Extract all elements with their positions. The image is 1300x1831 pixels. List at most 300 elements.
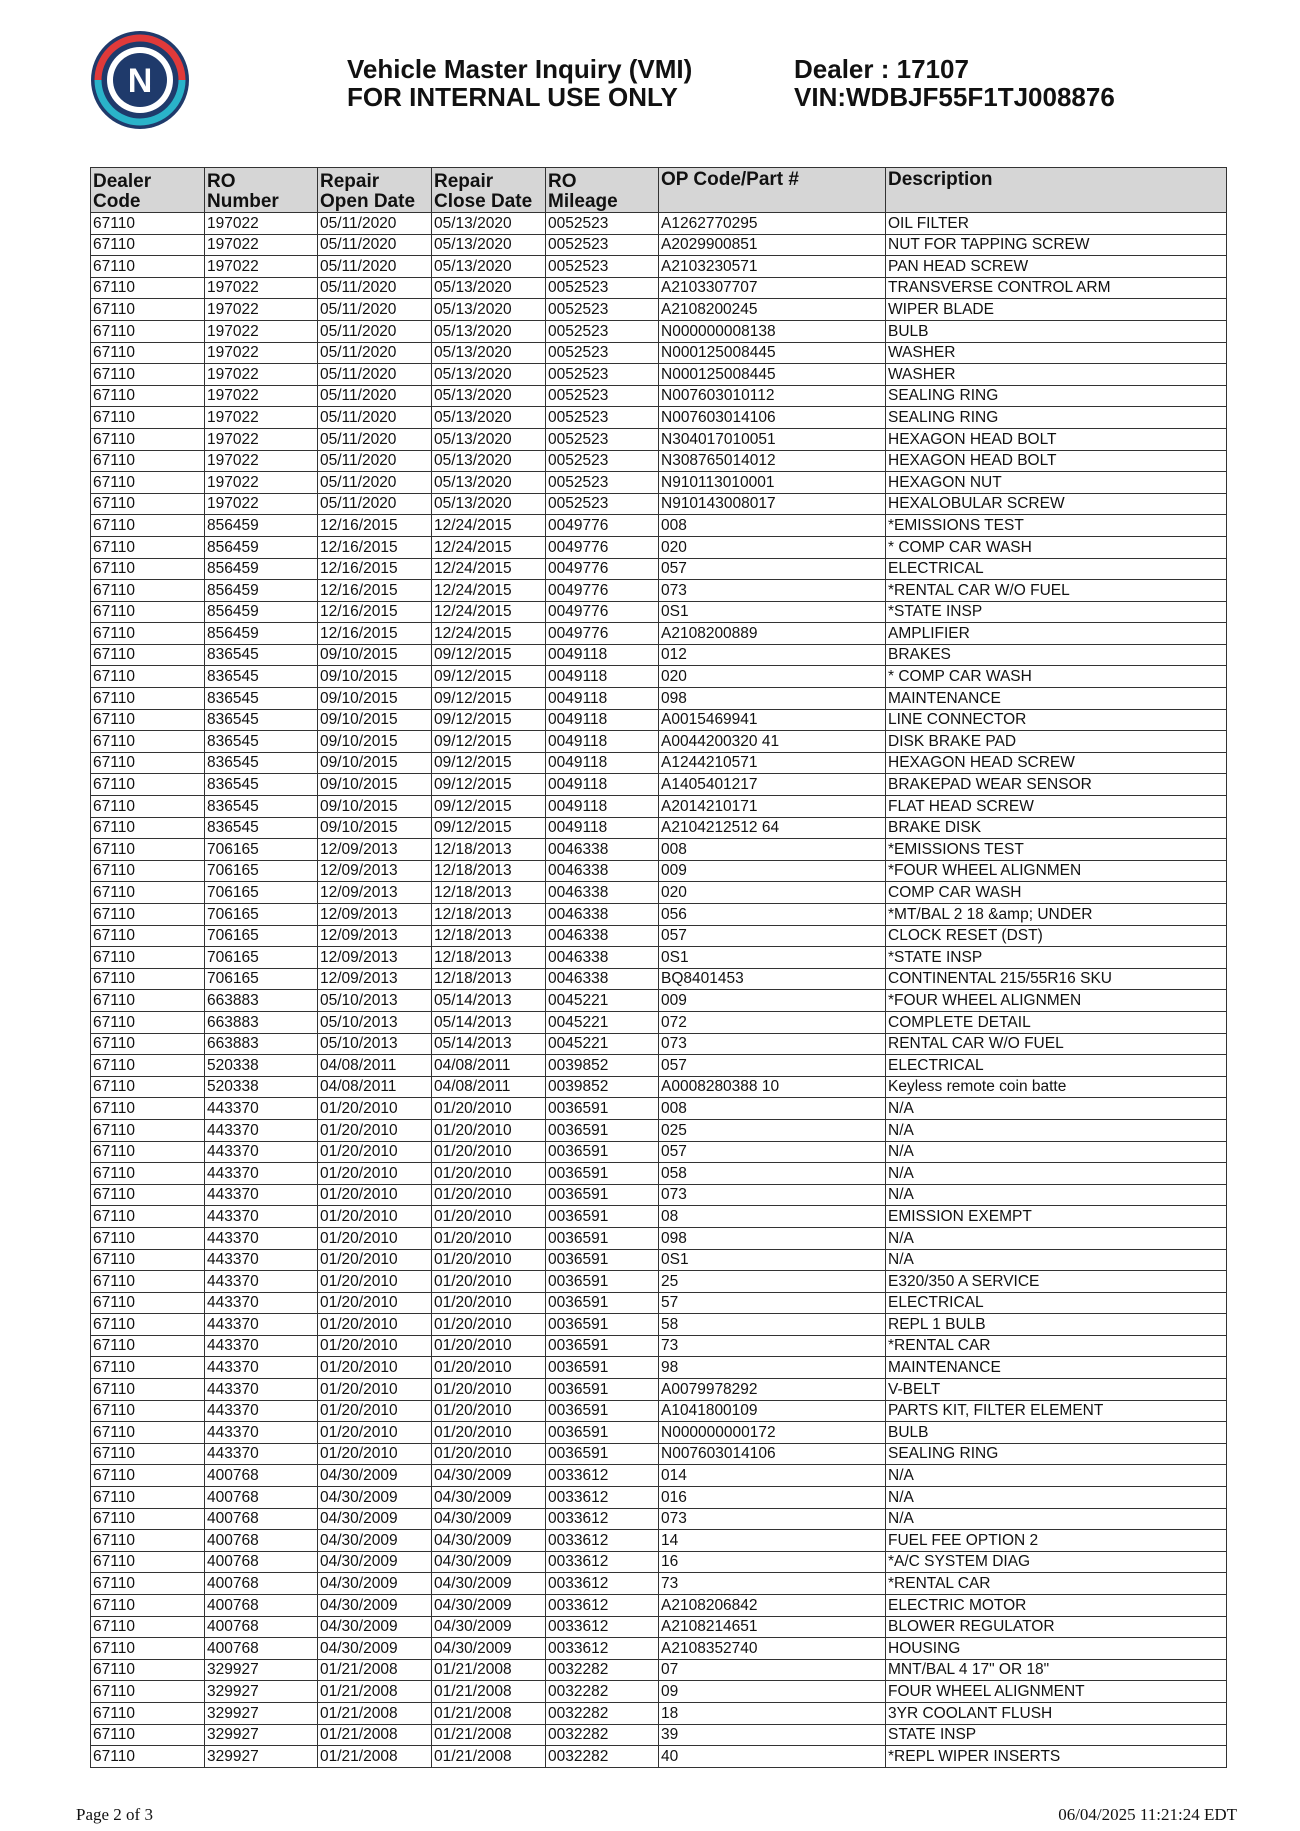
cell-dealer-code: 67110 <box>91 320 205 342</box>
cell-ro-number: 663883 <box>205 1011 318 1033</box>
cell-close-date: 01/20/2010 <box>432 1400 546 1422</box>
cell-description: N/A <box>886 1508 1227 1530</box>
cell-close-date: 05/14/2013 <box>432 1011 546 1033</box>
cell-mileage: 0039852 <box>546 1076 659 1098</box>
cell-close-date: 09/12/2015 <box>432 752 546 774</box>
col-header-text: Description <box>888 169 993 190</box>
cell-open-date: 09/10/2015 <box>318 666 432 688</box>
cell-open-date: 01/21/2008 <box>318 1681 432 1703</box>
cell-open-date: 01/21/2008 <box>318 1702 432 1724</box>
cell-description: N/A <box>886 1141 1227 1163</box>
cell-mileage: 0036591 <box>546 1314 659 1336</box>
table-row <box>91 1551 1227 1573</box>
cell-dealer-code: 67110 <box>91 450 205 472</box>
cell-ro-number: 443370 <box>205 1400 318 1422</box>
cell-close-date: 12/18/2013 <box>432 882 546 904</box>
cell-mileage: 0036591 <box>546 1422 659 1444</box>
cell-mileage: 0036591 <box>546 1271 659 1293</box>
cell-open-date: 12/09/2013 <box>318 860 432 882</box>
cell-op-code: A0044200320 41 <box>659 731 886 753</box>
cell-op-code: A0079978292 <box>659 1379 886 1401</box>
cell-dealer-code: 67110 <box>91 407 205 429</box>
cell-dealer-code: 67110 <box>91 644 205 666</box>
cell-close-date: 05/13/2020 <box>432 277 546 299</box>
table-row <box>91 731 1227 753</box>
cell-mileage: 0036591 <box>546 1184 659 1206</box>
cell-open-date: 04/30/2009 <box>318 1487 432 1509</box>
cell-description: *RENTAL CAR W/O FUEL <box>886 580 1227 602</box>
cell-op-code: A0015469941 <box>659 709 886 731</box>
cell-ro-number: 197022 <box>205 450 318 472</box>
cell-dealer-code: 67110 <box>91 1616 205 1638</box>
cell-op-code: 40 <box>659 1746 886 1768</box>
table-row <box>91 752 1227 774</box>
table-row <box>91 1379 1227 1401</box>
cell-close-date: 01/20/2010 <box>432 1141 546 1163</box>
cell-op-code: N007603014106 <box>659 407 886 429</box>
cell-description: N/A <box>886 1098 1227 1120</box>
table-row <box>91 817 1227 839</box>
cell-ro-number: 856459 <box>205 580 318 602</box>
cell-open-date: 12/09/2013 <box>318 882 432 904</box>
cell-open-date: 05/11/2020 <box>318 256 432 278</box>
cell-dealer-code: 67110 <box>91 796 205 818</box>
col-header-text: Open Date <box>320 191 416 212</box>
cell-mileage: 0039852 <box>546 1055 659 1077</box>
cell-ro-number: 400768 <box>205 1530 318 1552</box>
cell-close-date: 05/13/2020 <box>432 320 546 342</box>
cell-ro-number: 197022 <box>205 320 318 342</box>
cell-op-code: 009 <box>659 990 886 1012</box>
cell-open-date: 12/16/2015 <box>318 601 432 623</box>
cell-close-date: 01/21/2008 <box>432 1681 546 1703</box>
cell-ro-number: 836545 <box>205 774 318 796</box>
cell-close-date: 01/20/2010 <box>432 1443 546 1465</box>
cell-open-date: 09/10/2015 <box>318 796 432 818</box>
cell-description: HEXAGON HEAD BOLT <box>886 428 1227 450</box>
cell-description: V-BELT <box>886 1379 1227 1401</box>
cell-close-date: 05/13/2020 <box>432 299 546 321</box>
table-row <box>91 601 1227 623</box>
cell-op-code: 07 <box>659 1659 886 1681</box>
cell-dealer-code: 67110 <box>91 925 205 947</box>
cell-open-date: 05/11/2020 <box>318 320 432 342</box>
col-header-text: Close Date <box>434 191 533 212</box>
cell-close-date: 09/12/2015 <box>432 796 546 818</box>
cell-ro-number: 443370 <box>205 1443 318 1465</box>
repair-history-table <box>90 167 1227 1768</box>
cell-op-code: 16 <box>659 1551 886 1573</box>
cell-ro-number: 329927 <box>205 1681 318 1703</box>
cell-mileage: 0052523 <box>546 385 659 407</box>
cell-description: COMPLETE DETAIL <box>886 1011 1227 1033</box>
cell-mileage: 0032282 <box>546 1702 659 1724</box>
cell-dealer-code: 67110 <box>91 1551 205 1573</box>
table-row <box>91 1638 1227 1660</box>
cell-open-date: 09/10/2015 <box>318 817 432 839</box>
cell-op-code: 39 <box>659 1724 886 1746</box>
cell-op-code: 020 <box>659 882 886 904</box>
cell-description: SEALING RING <box>886 385 1227 407</box>
cell-dealer-code: 67110 <box>91 839 205 861</box>
cell-close-date: 05/13/2020 <box>432 450 546 472</box>
cell-op-code: 008 <box>659 515 886 537</box>
cell-dealer-code: 67110 <box>91 904 205 926</box>
table-row <box>91 256 1227 278</box>
cell-ro-number: 329927 <box>205 1659 318 1681</box>
cell-mileage: 0052523 <box>546 299 659 321</box>
cell-ro-number: 443370 <box>205 1184 318 1206</box>
cell-mileage: 0052523 <box>546 342 659 364</box>
cell-dealer-code: 67110 <box>91 1271 205 1293</box>
cell-mileage: 0052523 <box>546 364 659 386</box>
cell-dealer-code: 67110 <box>91 1379 205 1401</box>
cell-op-code: 25 <box>659 1271 886 1293</box>
cell-ro-number: 443370 <box>205 1271 318 1293</box>
cell-mileage: 0045221 <box>546 990 659 1012</box>
cell-ro-number: 836545 <box>205 817 318 839</box>
cell-mileage: 0049118 <box>546 752 659 774</box>
cell-mileage: 0049776 <box>546 536 659 558</box>
col-header-description <box>886 168 1227 213</box>
table-row <box>91 342 1227 364</box>
cell-open-date: 12/16/2015 <box>318 536 432 558</box>
cell-close-date: 01/20/2010 <box>432 1379 546 1401</box>
cell-description: 3YR COOLANT FLUSH <box>886 1702 1227 1724</box>
cell-open-date: 01/21/2008 <box>318 1746 432 1768</box>
cell-close-date: 05/14/2013 <box>432 990 546 1012</box>
cell-op-code: 08 <box>659 1206 886 1228</box>
table-row <box>91 1184 1227 1206</box>
cell-dealer-code: 67110 <box>91 1638 205 1660</box>
table-row <box>91 1098 1227 1120</box>
cell-mileage: 0052523 <box>546 493 659 515</box>
cell-mileage: 0033612 <box>546 1530 659 1552</box>
cell-open-date: 05/10/2013 <box>318 990 432 1012</box>
cell-ro-number: 520338 <box>205 1076 318 1098</box>
cell-open-date: 04/30/2009 <box>318 1508 432 1530</box>
table-row <box>91 1595 1227 1617</box>
table-row <box>91 1292 1227 1314</box>
cell-ro-number: 836545 <box>205 796 318 818</box>
cell-dealer-code: 67110 <box>91 1249 205 1271</box>
cell-op-code: A2108214651 <box>659 1616 886 1638</box>
cell-description: LINE CONNECTOR <box>886 709 1227 731</box>
cell-open-date: 01/20/2010 <box>318 1292 432 1314</box>
cell-open-date: 01/20/2010 <box>318 1184 432 1206</box>
cell-dealer-code: 67110 <box>91 947 205 969</box>
cell-ro-number: 400768 <box>205 1616 318 1638</box>
cell-open-date: 05/11/2020 <box>318 450 432 472</box>
cell-close-date: 12/24/2015 <box>432 601 546 623</box>
cell-ro-number: 197022 <box>205 493 318 515</box>
cell-description: *A/C SYSTEM DIAG <box>886 1551 1227 1573</box>
col-header-repair-open-date <box>318 168 432 213</box>
table-row <box>91 882 1227 904</box>
cell-open-date: 09/10/2015 <box>318 688 432 710</box>
cell-mileage: 0052523 <box>546 256 659 278</box>
cell-mileage: 0036591 <box>546 1163 659 1185</box>
cell-description: WASHER <box>886 342 1227 364</box>
cell-description: CLOCK RESET (DST) <box>886 925 1227 947</box>
cell-mileage: 0036591 <box>546 1357 659 1379</box>
cell-mileage: 0049776 <box>546 515 659 537</box>
table-row <box>91 1616 1227 1638</box>
dealer-number: Dealer : 17107 <box>794 54 969 84</box>
cell-ro-number: 443370 <box>205 1357 318 1379</box>
cell-open-date: 12/16/2015 <box>318 515 432 537</box>
col-header-text: Code <box>93 191 141 212</box>
cell-close-date: 12/24/2015 <box>432 623 546 645</box>
cell-op-code: 025 <box>659 1119 886 1141</box>
cell-ro-number: 836545 <box>205 688 318 710</box>
cell-dealer-code: 67110 <box>91 1487 205 1509</box>
table-row <box>91 1055 1227 1077</box>
cell-op-code: N000125008445 <box>659 342 886 364</box>
cell-op-code: A1405401217 <box>659 774 886 796</box>
cell-mileage: 0049776 <box>546 623 659 645</box>
cell-op-code: 0S1 <box>659 947 886 969</box>
cell-description: *REPL WIPER INSERTS <box>886 1746 1227 1768</box>
cell-close-date: 05/13/2020 <box>432 472 546 494</box>
cell-dealer-code: 67110 <box>91 1746 205 1768</box>
cell-mileage: 0046338 <box>546 947 659 969</box>
cell-dealer-code: 67110 <box>91 1595 205 1617</box>
cell-dealer-code: 67110 <box>91 1573 205 1595</box>
cell-description: N/A <box>886 1465 1227 1487</box>
cell-mileage: 0049118 <box>546 688 659 710</box>
cell-op-code: 057 <box>659 925 886 947</box>
cell-ro-number: 197022 <box>205 342 318 364</box>
cell-op-code: N000000000172 <box>659 1422 886 1444</box>
cell-mileage: 0049118 <box>546 644 659 666</box>
cell-open-date: 12/16/2015 <box>318 558 432 580</box>
cell-description: REPL 1 BULB <box>886 1314 1227 1336</box>
cell-description: ELECTRICAL <box>886 1055 1227 1077</box>
col-header-text: Repair <box>434 171 494 192</box>
cell-mileage: 0045221 <box>546 1033 659 1055</box>
cell-dealer-code: 67110 <box>91 1508 205 1530</box>
cell-ro-number: 329927 <box>205 1746 318 1768</box>
cell-mileage: 0036591 <box>546 1249 659 1271</box>
cell-description: WASHER <box>886 364 1227 386</box>
table-row <box>91 774 1227 796</box>
cell-op-code: A2108200889 <box>659 623 886 645</box>
cell-op-code: 073 <box>659 1033 886 1055</box>
cell-close-date: 04/30/2009 <box>432 1573 546 1595</box>
cell-dealer-code: 67110 <box>91 1033 205 1055</box>
table-row <box>91 320 1227 342</box>
cell-mileage: 0049776 <box>546 601 659 623</box>
cell-op-code: N304017010051 <box>659 428 886 450</box>
cell-mileage: 0033612 <box>546 1638 659 1660</box>
cell-description: *EMISSIONS TEST <box>886 839 1227 861</box>
cell-close-date: 09/12/2015 <box>432 817 546 839</box>
cell-ro-number: 443370 <box>205 1141 318 1163</box>
cell-dealer-code: 67110 <box>91 1659 205 1681</box>
cell-open-date: 04/30/2009 <box>318 1551 432 1573</box>
cell-open-date: 09/10/2015 <box>318 752 432 774</box>
cell-dealer-code: 67110 <box>91 493 205 515</box>
cell-op-code: 009 <box>659 860 886 882</box>
cell-description: N/A <box>886 1119 1227 1141</box>
cell-open-date: 05/11/2020 <box>318 299 432 321</box>
cell-op-code: 73 <box>659 1573 886 1595</box>
cell-op-code: A1244210571 <box>659 752 886 774</box>
cell-mileage: 0036591 <box>546 1141 659 1163</box>
cell-dealer-code: 67110 <box>91 731 205 753</box>
cell-dealer-code: 67110 <box>91 601 205 623</box>
cell-open-date: 09/10/2015 <box>318 774 432 796</box>
cell-open-date: 05/11/2020 <box>318 364 432 386</box>
print-timestamp: 06/04/2025 11:21:24 EDT <box>1058 1805 1237 1824</box>
cell-dealer-code: 67110 <box>91 558 205 580</box>
cell-close-date: 01/20/2010 <box>432 1335 546 1357</box>
cell-ro-number: 443370 <box>205 1335 318 1357</box>
cell-close-date: 12/18/2013 <box>432 968 546 990</box>
cell-op-code: A2108206842 <box>659 1595 886 1617</box>
cell-ro-number: 706165 <box>205 839 318 861</box>
cell-description: N/A <box>886 1249 1227 1271</box>
table-row <box>91 1573 1227 1595</box>
cell-mileage: 0036591 <box>546 1400 659 1422</box>
cell-ro-number: 443370 <box>205 1206 318 1228</box>
cell-mileage: 0049118 <box>546 666 659 688</box>
cell-dealer-code: 67110 <box>91 817 205 839</box>
cell-dealer-code: 67110 <box>91 623 205 645</box>
cell-description: STATE INSP <box>886 1724 1227 1746</box>
table-row <box>91 1508 1227 1530</box>
cell-mileage: 0049118 <box>546 796 659 818</box>
cell-mileage: 0036591 <box>546 1379 659 1401</box>
cell-dealer-code: 67110 <box>91 1163 205 1185</box>
cell-op-code: A2014210171 <box>659 796 886 818</box>
cell-description: EMISSION EXEMPT <box>886 1206 1227 1228</box>
cell-dealer-code: 67110 <box>91 860 205 882</box>
cell-ro-number: 400768 <box>205 1508 318 1530</box>
cell-close-date: 04/30/2009 <box>432 1551 546 1573</box>
cell-mileage: 0036591 <box>546 1443 659 1465</box>
cell-description: N/A <box>886 1487 1227 1509</box>
table-row <box>91 493 1227 515</box>
cell-ro-number: 329927 <box>205 1702 318 1724</box>
cell-ro-number: 706165 <box>205 904 318 926</box>
cell-op-code: N007603010112 <box>659 385 886 407</box>
cell-description: BULB <box>886 1422 1227 1444</box>
cell-ro-number: 443370 <box>205 1314 318 1336</box>
table-row <box>91 839 1227 861</box>
cell-op-code: 020 <box>659 536 886 558</box>
cell-dealer-code: 67110 <box>91 1011 205 1033</box>
cell-open-date: 05/11/2020 <box>318 342 432 364</box>
cell-mileage: 0049118 <box>546 731 659 753</box>
cell-op-code: 57 <box>659 1292 886 1314</box>
cell-close-date: 01/20/2010 <box>432 1249 546 1271</box>
cell-op-code: 0S1 <box>659 601 886 623</box>
cell-description: COMP CAR WASH <box>886 882 1227 904</box>
cell-ro-number: 663883 <box>205 990 318 1012</box>
cell-ro-number: 443370 <box>205 1292 318 1314</box>
cell-close-date: 12/24/2015 <box>432 515 546 537</box>
brand-logo-icon <box>88 28 192 132</box>
cell-mileage: 0033612 <box>546 1508 659 1530</box>
table-row <box>91 364 1227 386</box>
cell-close-date: 09/12/2015 <box>432 774 546 796</box>
table-row <box>91 1357 1227 1379</box>
cell-op-code: 73 <box>659 1335 886 1357</box>
cell-open-date: 05/11/2020 <box>318 213 432 235</box>
cell-ro-number: 836545 <box>205 666 318 688</box>
cell-dealer-code: 67110 <box>91 472 205 494</box>
col-header-text: Dealer <box>93 171 152 192</box>
table-row <box>91 536 1227 558</box>
table-row <box>91 623 1227 645</box>
cell-close-date: 01/21/2008 <box>432 1724 546 1746</box>
table-row <box>91 580 1227 602</box>
cell-op-code: 072 <box>659 1011 886 1033</box>
cell-mileage: 0036591 <box>546 1292 659 1314</box>
cell-close-date: 01/20/2010 <box>432 1292 546 1314</box>
cell-op-code: N910113010001 <box>659 472 886 494</box>
cell-mileage: 0036591 <box>546 1119 659 1141</box>
cell-ro-number: 197022 <box>205 407 318 429</box>
cell-op-code: A2108352740 <box>659 1638 886 1660</box>
cell-close-date: 01/20/2010 <box>432 1357 546 1379</box>
table-row <box>91 1422 1227 1444</box>
table-row <box>91 1400 1227 1422</box>
cell-close-date: 05/13/2020 <box>432 385 546 407</box>
cell-mileage: 0049118 <box>546 817 659 839</box>
cell-description: MAINTENANCE <box>886 688 1227 710</box>
cell-op-code: A1041800109 <box>659 1400 886 1422</box>
cell-mileage: 0036591 <box>546 1206 659 1228</box>
cell-open-date: 04/08/2011 <box>318 1055 432 1077</box>
cell-dealer-code: 67110 <box>91 1422 205 1444</box>
cell-dealer-code: 67110 <box>91 1702 205 1724</box>
cell-op-code: A2103230571 <box>659 256 886 278</box>
table-row <box>91 1443 1227 1465</box>
cell-description: PAN HEAD SCREW <box>886 256 1227 278</box>
cell-description: BLOWER REGULATOR <box>886 1616 1227 1638</box>
cell-op-code: BQ8401453 <box>659 968 886 990</box>
table-row <box>91 947 1227 969</box>
cell-description: * COMP CAR WASH <box>886 666 1227 688</box>
cell-description: HOUSING <box>886 1638 1227 1660</box>
cell-dealer-code: 67110 <box>91 968 205 990</box>
cell-description: N/A <box>886 1184 1227 1206</box>
cell-close-date: 05/13/2020 <box>432 493 546 515</box>
cell-ro-number: 706165 <box>205 947 318 969</box>
cell-close-date: 09/12/2015 <box>432 688 546 710</box>
table-row <box>91 1487 1227 1509</box>
cell-dealer-code: 67110 <box>91 1681 205 1703</box>
cell-close-date: 09/12/2015 <box>432 731 546 753</box>
cell-mileage: 0033612 <box>546 1616 659 1638</box>
cell-mileage: 0032282 <box>546 1724 659 1746</box>
table-row <box>91 213 1227 235</box>
cell-open-date: 05/11/2020 <box>318 277 432 299</box>
cell-close-date: 05/13/2020 <box>432 364 546 386</box>
cell-dealer-code: 67110 <box>91 1724 205 1746</box>
table-row <box>91 1314 1227 1336</box>
vin-number: VIN:WDBJF55F1TJ008876 <box>794 82 1115 112</box>
cell-op-code: 098 <box>659 1227 886 1249</box>
cell-ro-number: 443370 <box>205 1119 318 1141</box>
cell-ro-number: 663883 <box>205 1033 318 1055</box>
cell-description: HEXAGON HEAD SCREW <box>886 752 1227 774</box>
cell-description: MAINTENANCE <box>886 1357 1227 1379</box>
cell-mileage: 0046338 <box>546 839 659 861</box>
